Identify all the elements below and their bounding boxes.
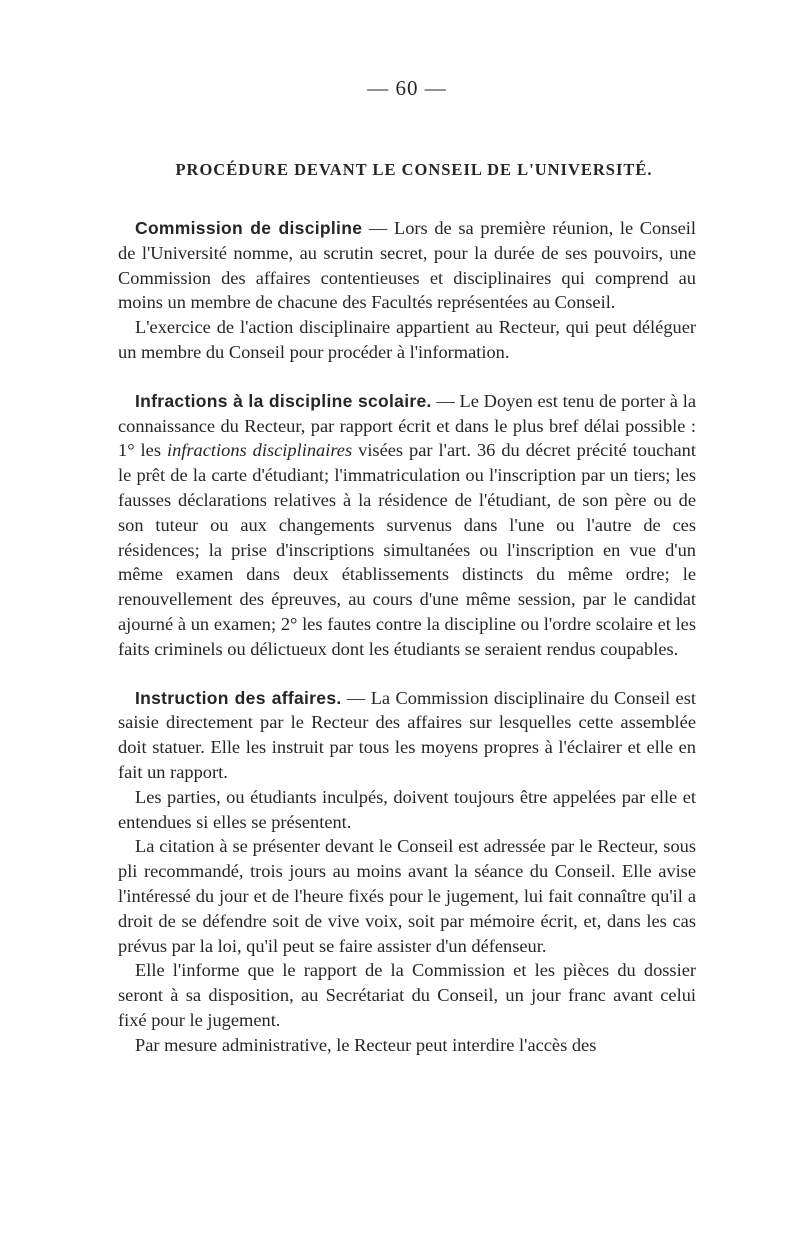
page-number: — 60 —: [367, 76, 447, 100]
paragraph: Elle l'informe que le rapport de la Commission et les pièces du dossier seront à sa disposition, au Secrétariat du Conseil, un jour franc avant celui fixé pour le jugement.: [118, 960, 696, 1030]
section-instruction-affaires: [118, 686, 696, 1058]
section-heading: Instruction des affaires.: [135, 687, 342, 708]
paragraph: La citation à se présenter devant le Conseil est adressée par le Recteur, sous pli recommandé, trois jours au moins avant la séance du Conseil. Elle avise l'intéressé du jour et de l'heure fixés pour le jugement, lui fait connaître qu'il a droit de se défendre soit de vive voix, soit par mémoire écrit, et, dans les cas prévus par la loi, qu'il peut se faire assister d'un défenseur.: [118, 836, 696, 956]
page-title: PROCÉDURE DEVANT LE CONSEIL DE L'UNIVERSITÉ.: [175, 160, 653, 179]
section-infractions: [118, 389, 696, 662]
section-heading: Commission de discipline: [135, 218, 363, 238]
paragraph-text: — Lors de sa première réunion, le Conseil de l'Université nomme, au scrutin secret, pour la durée de ses pouvoirs, une Commission des affaires contentieuses et disciplinaires qui comprend au moins un membre de chacune des Facultés représentées au Conseil.: [118, 218, 696, 313]
paragraph-text: — La Commission disciplinaire du Conseil est saisie directement par le Recteur des affaires sur lesquelles cette assemblée doit statuer. Elle les instruit par tous les moyens propres à l'éclairer et elle en fait un rapport.: [118, 687, 696, 782]
section-heading: Infractions à la discipline scolaire.: [135, 390, 432, 411]
paragraph: Les parties, ou étudiants inculpés, doivent toujours être appelées par elle et entendues si elles se présentent.: [118, 786, 696, 832]
section-commission-discipline: [118, 216, 696, 365]
paragraph: L'exercice de l'action disciplinaire appartient au Recteur, qui peut déléguer un membre du Conseil pour procéder à l'information.: [118, 317, 696, 362]
paragraph-text: visées par l'art. 36 du décret précité touchant le prêt de la carte d'étudiant; l'immatriculation ou l'inscription par un tiers; les fausses déclarations relatives à la résidence de l'étudiant, de son père ou de son tuteur ou aux changements survenus dans l'une ou l'autre de ces résidences; la prise d'inscriptions simultanées ou l'inscription en vue d'un même examen dans deux établissements distincts du même ordre; le renouvellement des épreuves, au cours d'une même session, par le candidat ajourné à un examen; 2° les fautes contre la discipline ou l'ordre scolaire et les faits criminels ou délictueux dont les étudiants se seraient rendus coupables.: [118, 440, 696, 659]
document-page: [118, 66, 696, 1058]
paragraph: Par mesure administrative, le Recteur peut interdire l'accès des: [135, 1034, 597, 1055]
paragraph: [118, 686, 696, 785]
paragraph-italic-text: infractions disciplinaires: [166, 440, 353, 461]
paragraph: [118, 389, 696, 662]
paragraph: [118, 216, 696, 315]
paragraph-text: — Le Doyen est tenu de porter à la connaissance du Recteur, par rapport écrit et dans le plus bref délai possible : 1° les: [118, 390, 696, 461]
